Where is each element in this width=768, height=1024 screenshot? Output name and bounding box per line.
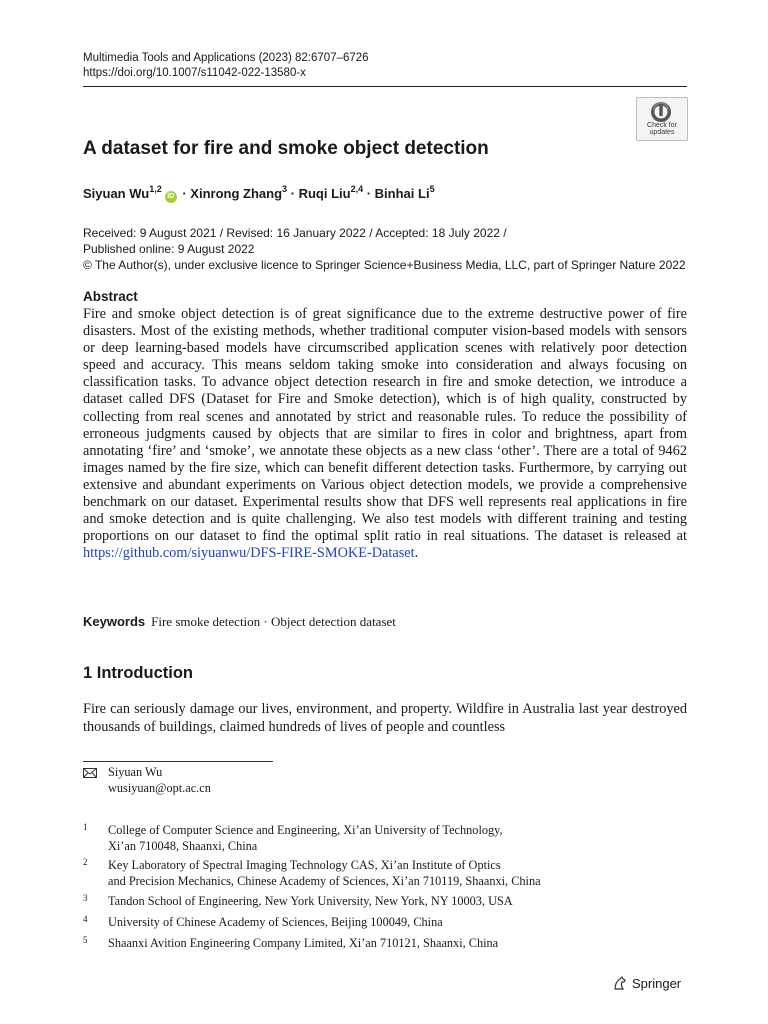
publication-history xyxy=(83,225,686,273)
author-affiliation: 5 xyxy=(429,184,435,194)
footnote-rule xyxy=(83,761,273,762)
publisher-logo xyxy=(612,975,681,991)
affiliation-number: 4 xyxy=(83,914,88,924)
journal-header xyxy=(83,51,369,81)
affiliation-number: 5 xyxy=(83,935,88,945)
affiliation-number: 1 xyxy=(83,822,88,832)
abstract-body: Fire and smoke object detection is of great significance due to the extreme destructive power of fire disasters. Most of the existing methods, whether traditional computer vision-based models with sensors or deep learning-based models have circumscribed application scenes with relatively poor detection speed and accuracy. This means seldom taking smoke into consideration and always focusing on classification tasks. To advance object detection research in fire and smoke detection, we introduce a dataset called DFS (Dataset for Fire and Smoke detection), which is of high quality, constructed by collecting from real scenes and annotated by strict and reasonable rules. To reduce the possibility of erroneous judgments caused by objects that are similar to fires in color and brightness, apart from annotating ‘fire’ and ‘smoke’, we annotate these objects as a new class ‘other’. There are a total of 9462 images named by the fire size, which can benefit different detection tasks. Furthermore, by carrying out extensive and abundant experiments on Various object detection models, we provide a comprehensive benchmark on our dataset. Experimental results show that DFS well represents real applications in fire and smoke detection and is quite challenging. We also test models with different training and testing proportions on our dataset to find the optimal split ratio in real situations. The dataset is released at https://github.com/siyuanwu/DFS-FIRE-SMOKE-Dataset. xyxy=(83,306,687,562)
author-name[interactable]: Ruqi Liu xyxy=(298,186,351,201)
history-published: Published online: 9 August 2022 xyxy=(83,242,255,256)
corresponding-email[interactable]: wusiyuan@opt.ac.cn xyxy=(108,780,211,795)
section-heading: 1 Introduction xyxy=(83,664,193,682)
envelope-icon xyxy=(83,768,97,778)
author-affiliation: 2,4 xyxy=(350,184,364,194)
dataset-link[interactable]: https://github.com/siyuanwu/DFS-FIRE-SMOKE-Dataset xyxy=(83,545,415,562)
header-rule xyxy=(83,86,687,87)
corresponding-name: Siyuan Wu xyxy=(108,765,163,779)
doi-link[interactable]: https://doi.org/10.1007/s11042-022-13580-x xyxy=(83,67,306,79)
badge-label: Check for updates xyxy=(647,122,677,136)
orcid-icon[interactable]: iD xyxy=(165,191,177,203)
affiliation-number: 3 xyxy=(83,893,88,903)
author-name[interactable]: Xinrong Zhang xyxy=(190,186,283,201)
author-affiliation: 1,2 xyxy=(149,184,162,194)
paper-title: A dataset for fire and smoke object detection xyxy=(83,138,489,159)
introduction-text: Fire can seriously damage our lives, environment, and property. Wildfire in Australia last year destroyed thousands of buildings, claimed hundreds of lives of people and countless xyxy=(83,701,687,735)
springer-horse-icon xyxy=(612,975,628,991)
author-name[interactable]: Binhai Li xyxy=(374,186,430,201)
journal-citation: Multimedia Tools and Applications (2023) 82:6707–6726 xyxy=(83,52,369,64)
author-affiliation: 3 xyxy=(282,184,288,194)
keywords-label: Keywords xyxy=(83,614,146,629)
author-list: Siyuan Wu$^{1,2}$iD · Xinrong Zhang$^3$ · Ruqi Liu$^{2,4}$ · Binhai Li$^5$ xyxy=(83,184,435,201)
check-updates-icon xyxy=(650,101,672,123)
keywords xyxy=(83,614,396,630)
author-name[interactable]: Siyuan Wu xyxy=(83,186,150,201)
keywords-text: Fire smoke detection · Object detection dataset xyxy=(151,614,396,629)
publisher-name: Springer xyxy=(632,976,682,991)
abstract-heading: Abstract xyxy=(83,289,138,304)
history-dates: Received: 9 August 2021 / Revised: 16 January 2022 / Accepted: 18 July 2022 / xyxy=(83,226,507,240)
check-for-updates-badge[interactable] xyxy=(636,97,688,141)
affiliation-number: 2 xyxy=(83,857,88,867)
copyright-notice: © The Author(s), under exclusive licence to Springer Science+Business Media, LLC, part of Springer Nature 2022 xyxy=(83,258,686,272)
